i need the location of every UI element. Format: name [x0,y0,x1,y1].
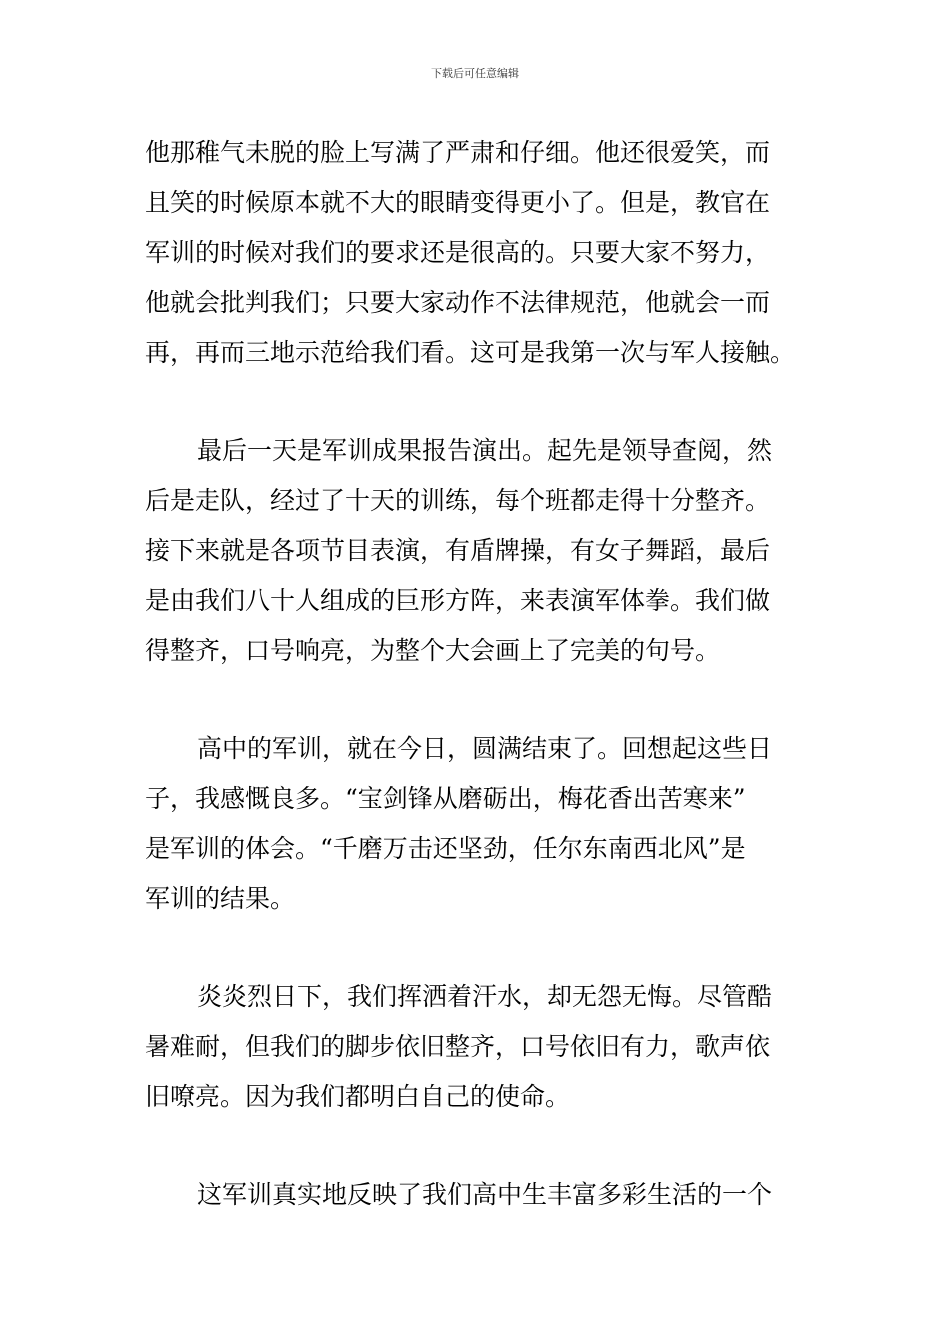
text-line: 是由我们八十人组成的巨形方阵，来表演军体拳。我们做 [145,586,771,615]
paragraph-4 [145,972,810,1122]
text-line: 最后一天是军训成果报告演出。起先是领导查阅，然 [197,436,773,465]
paragraph-3 [145,724,810,924]
paragraph-5 [145,1170,810,1220]
text-line: 军训的结果。 [145,884,296,913]
text-line: 再，再而三地示范给我们看。这可是我第一次与军人接触。 [145,338,796,367]
text-line: 后是走队，经过了十天的训练，每个班都走得十分整齐。 [145,486,771,515]
text-line: 且笑的时候原本就不大的眼睛变得更小了。但是，教官在 [145,188,771,217]
page-header: 下载后可任意编辑 [431,67,519,80]
text-line: 他就会批判我们；只要大家动作不法律规范，他就会一而 [145,288,771,317]
text-line: 他那稚气未脱的脸上写满了严肃和仔细。他还很爱笑，而 [145,138,771,167]
document-body [145,128,810,1268]
text-line: 暑难耐，但我们的脚步依旧整齐，口号依旧有力，歌声依 [145,1032,771,1061]
text-line: 接下来就是各项节目表演，有盾牌操，有女子舞蹈，最后 [145,536,771,565]
text-line: 旧嘹亮。因为我们都明白自己的使命。 [145,1082,571,1111]
text-line: 得整齐，口号响亮，为整个大会画上了完美的句号。 [145,636,721,665]
text-line: 炎炎烈日下，我们挥洒着汗水，却无怨无悔。尽管酷 [197,982,773,1011]
text-line: 这军训真实地反映了我们高中生丰富多彩生活的一个 [197,1180,773,1209]
paragraph-1 [145,128,810,378]
text-line: 高中的军训，就在今日，圆满结束了。回想起这些日 [197,734,773,763]
text-line: 是军训的体会。“千磨万击还坚劲，任尔东南西北风”是 [145,834,746,863]
paragraph-2 [145,426,810,676]
text-line: 子，我感慨良多。“宝剑锋从磨砺出，梅花香出苦寒来” [145,784,746,813]
text-line: 军训的时候对我们的要求还是很高的。只要大家不努力， [145,238,771,267]
